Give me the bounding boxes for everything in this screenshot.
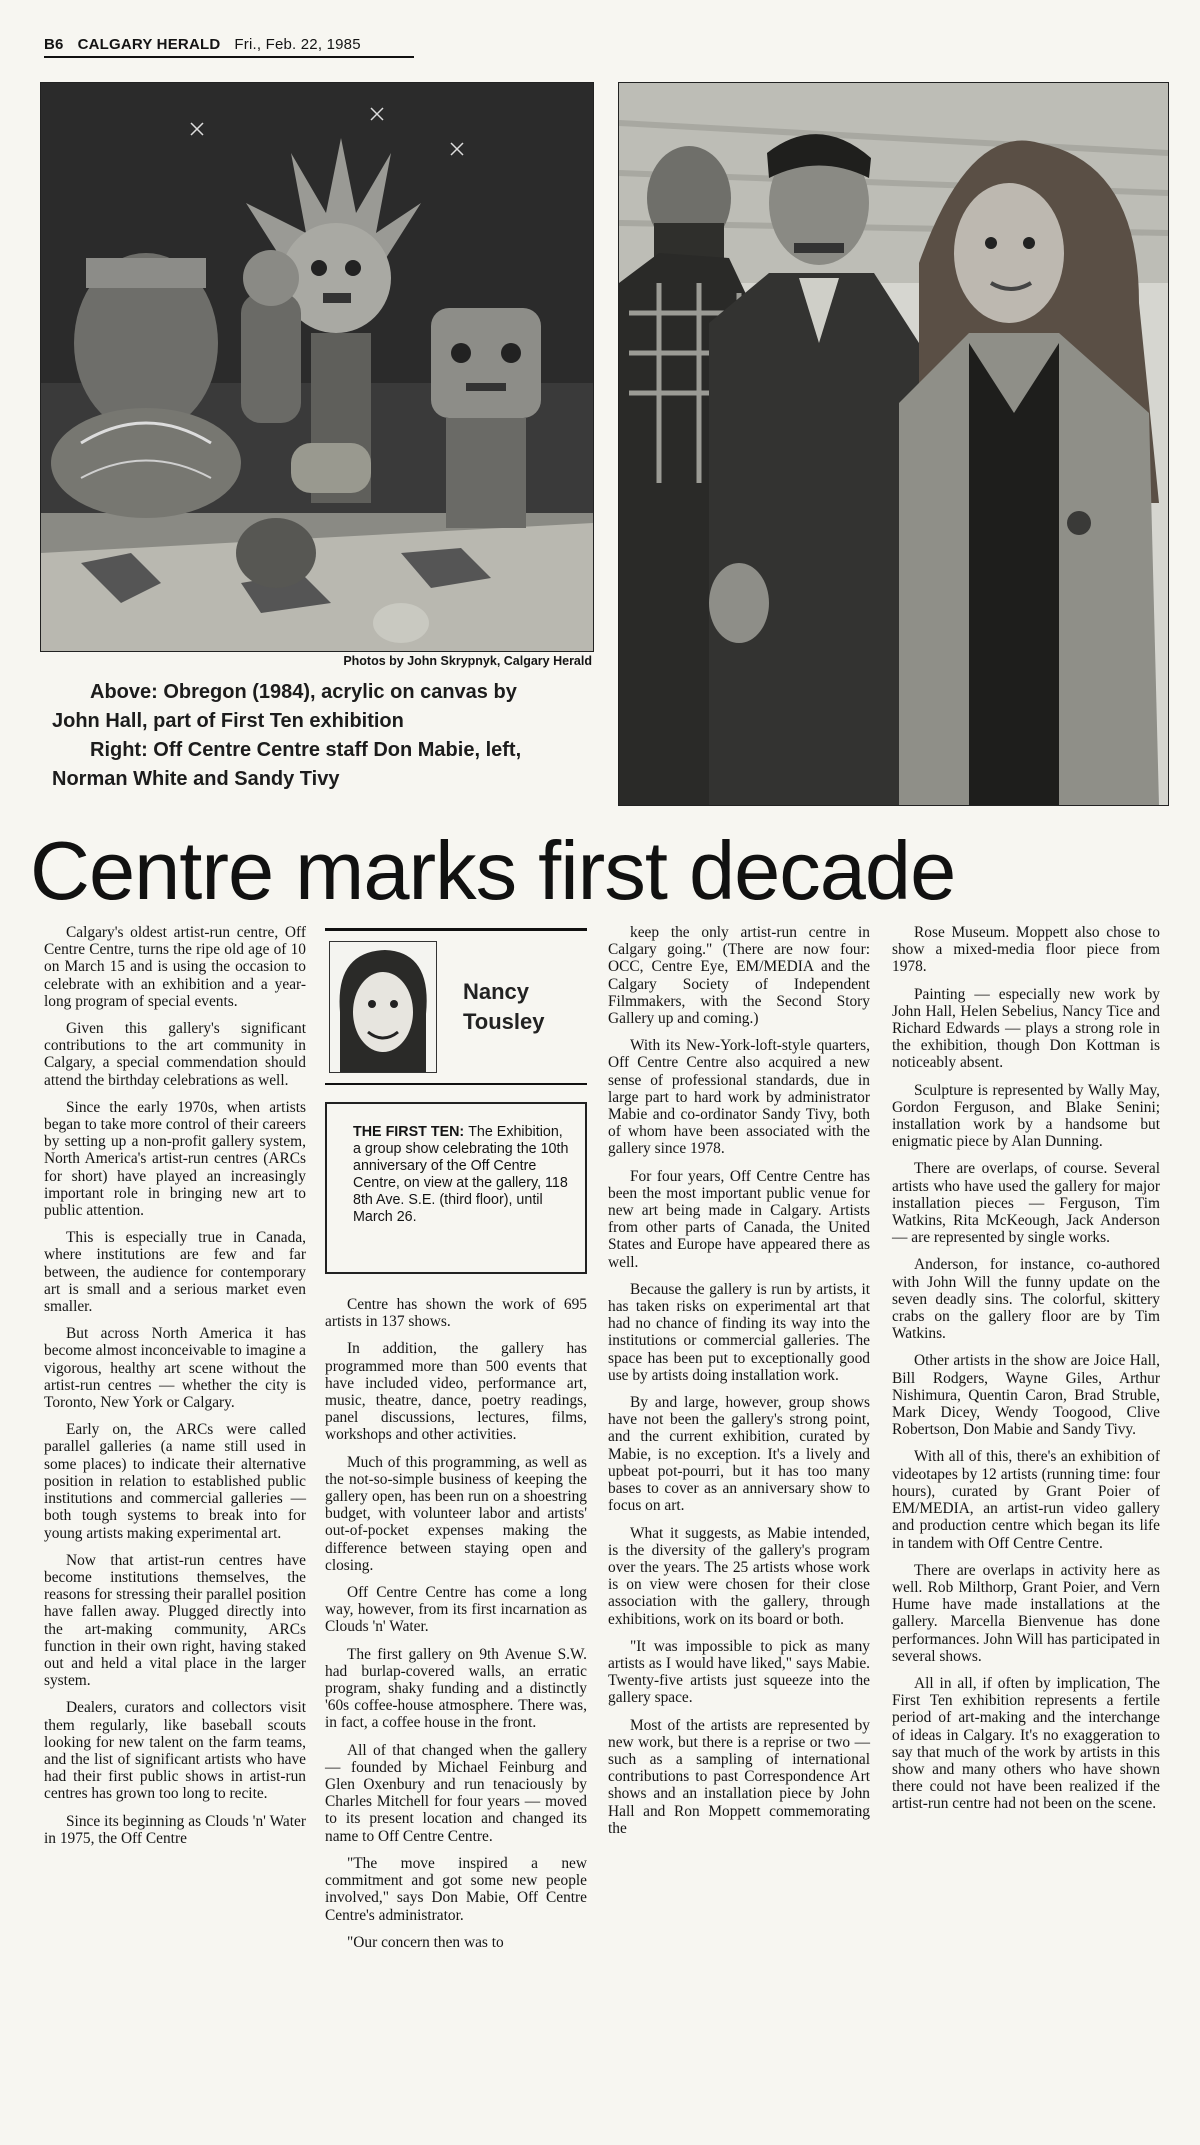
paragraph: What it suggests, as Mabie intended, is the diversity of the gallery's program over the years. The 25 artists whose work is on view were chosen for their close association with the gallery, through exhibitions, work on its board or both. <box>608 1524 870 1628</box>
columnist-last-name: Tousley <box>463 1009 545 1034</box>
paragraph: But across North America it has become almost inconceivable to imagine a vigorous, healthy art scene without the artist-run centres — whether the city is Toronto, New York or Calgary. <box>44 1325 306 1412</box>
photo-cutline <box>52 678 592 794</box>
issue-date: Fri., Feb. 22, 1985 <box>234 36 361 53</box>
paragraph: Since its beginning as Clouds 'n' Water in 1975, the Off Centre <box>44 1812 306 1847</box>
columnist-portrait-image <box>330 942 436 1072</box>
paragraph: Early on, the ARCs were called parallel galleries (a name still used in some places) to indicate their alternative position in relation to established public institutions and commercial galleries — both tough systems to break into for young artists making experimental art. <box>44 1421 306 1542</box>
staff-photo-image <box>619 83 1168 805</box>
article-column-1 <box>44 924 306 1857</box>
columnist-mugshot <box>329 941 437 1073</box>
paragraph: "It was impossible to pick as many artists as I would have liked," says Mabie. Twenty-five artists just squeeze into the gallery space. <box>608 1637 870 1707</box>
cutline-line-1: Above: Obregon (1984), acrylic on canvas by <box>90 681 517 703</box>
paragraph: Much of this programming, as well as the not-so-simple business of keeping the gallery open, has been run on a shoestring budget, with volunteer labor and artists' out-of-pocket expenses making the difference between staying open and closing. <box>325 1453 587 1574</box>
factbox-lead: THE FIRST TEN: <box>353 1124 465 1140</box>
paragraph: Dealers, curators and collectors visit them regularly, like baseball scouts looking for new talent on the farm teams, and the list of significant artists who have had their first public shows in artist-run centres has grown too long to recite. <box>44 1699 306 1803</box>
paragraph: keep the only artist-run centre in Calgary going." (There are now four: OCC, Centre Eye, EM/MEDIA and the Calgary Society of Independent Filmmakers, with the Second Story Gallery up and coming.) <box>608 924 870 1028</box>
paragraph: "The move inspired a new commitment and got some new people involved," says Don Mabie, Off Centre Centre's administrator. <box>325 1854 587 1924</box>
paragraph: Off Centre Centre has come a long way, however, from its first incarnation as Clouds 'n' Water. <box>325 1584 587 1636</box>
paragraph: Anderson, for instance, co-authored with John Will the funny update on the seven deadly sins. The colorful, skittery crabs on the gallery floor are by Tim Watkins. <box>892 1256 1160 1343</box>
factbox-text: The Exhibition, a group show celebrating the 10th anniversary of the Off Centre Centre, on view at the gallery, 118 8th Ave. S.E. (third floor), until March 26. <box>353 1124 569 1225</box>
paragraph: With all of this, there's an exhibition of videotapes by 12 artists (running time: four hours), curated by Grant Poier of EM/MEDIA, an artist-run video gallery and production centre which began its life in tandem with Off Centre Centre. <box>892 1448 1160 1552</box>
byline-box <box>325 928 587 1085</box>
columnist-name <box>463 977 545 1037</box>
paragraph: In addition, the gallery has programmed more than 500 events that have included video, performance art, music, theatre, dance, poetry readings, panel discussions, lectures, films, workshops and other activities. <box>325 1340 587 1444</box>
paragraph: Other artists in the show are Joice Hall, Bill Rodgers, Wayne Giles, Arthur Nishimura, Quentin Caron, Brad Struble, Mark Dicey, Wendy Toogood, Clive Robertson, Don Mabie and Sandy Tivy. <box>892 1352 1160 1439</box>
paragraph: Because the gallery is run by artists, it has taken risks on experimental art that had no chance of finding its way into the institutions or commercial galleries. The space has been put to exceptionally good use by artists doing installation work. <box>608 1280 870 1384</box>
paragraph: Now that artist-run centres have become institutions themselves, the reasons for stressing their parallel position have fallen away. Plugged directly into the art-making community, ARCs function in their own right, having staked out and held a vital place in the larger system. <box>44 1551 306 1690</box>
article-column-4 <box>892 924 1160 1823</box>
paragraph: This is especially true in Canada, where institutions are few and far between, the audience for contemporary art is small and a serious market even smaller. <box>44 1229 306 1316</box>
paragraph: "Our concern then was to <box>347 1933 504 1951</box>
paragraph: With its New-York-loft-style quarters, Off Centre Centre also acquired a new sense of professional standards, due in large part to hard work by administrator Mabie and co-ordinator Sandy Tivy, both of whom have been associated with the gallery since 1978. <box>608 1037 870 1158</box>
paragraph: Most of the artists are represented by new work, but there is a reprise or two — such as a sampling of international contributions to past Correspondence Art shows and an installation piece by John Hall and Ron Moppett commemorating the <box>608 1716 870 1837</box>
headline: Centre marks first decade <box>30 824 956 917</box>
columnist-first-name: Nancy <box>463 979 530 1004</box>
article-column-3 <box>608 924 870 1847</box>
paragraph: The first gallery on 9th Avenue S.W. had burlap-covered walls, an erratic program, shaky funding and a distinctly '60s coffee-house atmosphere. There was, in fact, a coffee house in the front. <box>325 1645 587 1732</box>
paragraph: Since the early 1970s, when artists began to take more control of their careers by setting up a non-profit gallery system, North America's artist-run centres (ARCs for short) have played an increasingly important role in bringing new art to public attention. <box>44 1098 306 1220</box>
paragraph: Painting — especially new work by John Hall, Helen Sebelius, Nancy Tice and Richard Edwards — plays a strong role in the exhibition, though Don Kottman is noticeably absent. <box>892 985 1160 1072</box>
artwork-photo <box>40 82 594 652</box>
paragraph: Sculpture is represented by Wally May, Gordon Ferguson, and Blake Senini; installation work by a handsome but enigmatic piece by Alan Dunning. <box>892 1081 1160 1151</box>
staff-photo <box>618 82 1169 806</box>
artwork-photo-image <box>41 83 593 651</box>
paragraph: There are overlaps, of course. Several artists who have used the gallery for major installation pieces — Ferguson, Tim Watkins, Rita McKeough, Jack Anderson — are represented by single works. <box>892 1160 1160 1247</box>
newspaper-name: CALGARY HERALD <box>77 36 221 53</box>
paragraph: Centre has shown the work of 695 artists in 137 shows. <box>325 1296 587 1331</box>
paragraph: Calgary's oldest artist-run centre, Off Centre Centre, turns the ripe old age of 10 on March 15 and is using the occasion to celebrate with an exhibition and a year-long program of special events. <box>44 924 306 1010</box>
page-number: B6 <box>44 36 64 53</box>
paragraph: There are overlaps in activity here as well. Rob Milthorp, Grant Poier, and Vern Hume have made installations at the gallery. Marcella Bienvenue has done performances. John Will has participated in several shows. <box>892 1561 1160 1665</box>
cutline-line-2: John Hall, part of First Ten exhibition <box>52 710 404 732</box>
cutline-line-3: Right: Off Centre Centre staff Don Mabie, left, <box>90 739 522 761</box>
masthead <box>44 30 414 58</box>
paragraph: Rose Museum. Moppett also chose to show a mixed-media floor piece from 1978. <box>892 924 1160 976</box>
paragraph: Given this gallery's significant contributions to the art community in Calgary, a special commendation should attend the birthday celebrations as well. <box>44 1020 306 1089</box>
paragraph: For four years, Off Centre Centre has been the most important public venue for new art being made in Calgary. Artists from other parts of Canada, the United States and Europe have appeared there as well. <box>608 1167 870 1271</box>
cutline-line-4: Norman White and Sandy Tivy <box>52 768 340 790</box>
article-column-2 <box>325 1296 587 1961</box>
paragraph: All in all, if often by implication, The First Ten exhibition represents a fertile period of art-making and the interchange of ideas in Calgary. It's no exaggeration to say that much of the work by artists in this show and many others who have shown there could not have been realized if the artist-run centre had not been on the scene. <box>892 1674 1160 1813</box>
paragraph: By and large, however, group shows have not been the gallery's strong point, and the current exhibition, curated by Mabie, is no exception. It's a lively and upbeat pot-pourri, but it has too many bases to cover as an anniversary show to focus on art. <box>608 1394 870 1515</box>
paragraph: All of that changed when the gallery — founded by Michael Feinburg and Glen Oxenbury and run tenaciously by Charles Mitchell for four years — moved to its present location and changed its name to Off Centre Centre. <box>325 1741 587 1845</box>
exhibition-info-box <box>325 1102 587 1274</box>
photo-credit: Photos by John Skrypnyk, Calgary Herald <box>343 654 592 668</box>
